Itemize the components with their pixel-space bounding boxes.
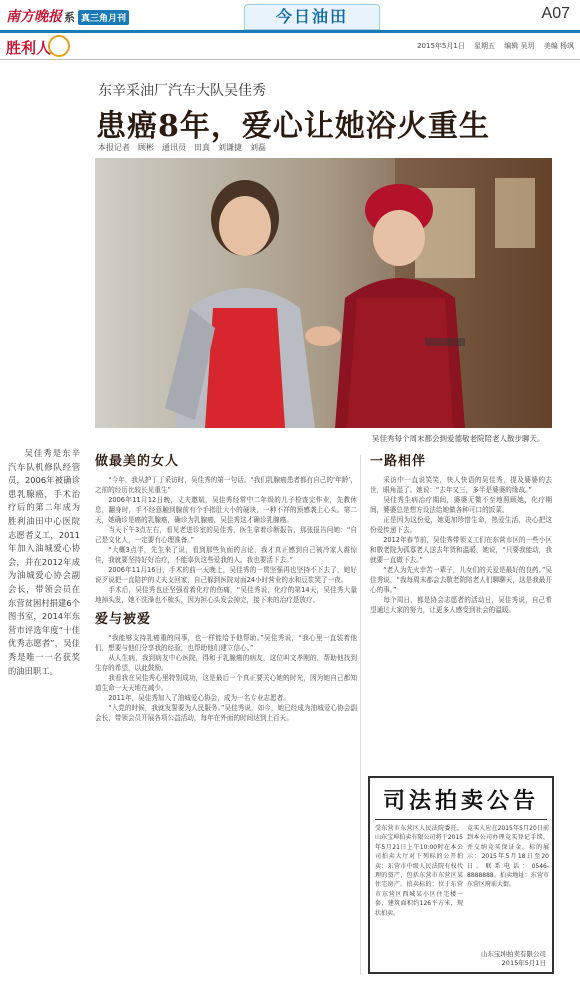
article-headline: 患癌8年，爱心让她浴火重生 [96,109,490,144]
notice-signer: 山东宝坤拍卖有限公司 [481,950,546,958]
column-ring-icon [48,35,70,57]
paragraph: “今年，我从护丁丁采访时，吴佳秀的第一句话。“我们乳腺癌患者都有自己的‘年龄’，之前的经历比较长见重生” [95,476,357,494]
sidebar-blurb: 吴佳秀是东辛汽车队机修队经管员，2006年被确诊患乳腺癌，手术治疗后的第二年成为胜利油田中心医院志愿者义工，2011年加入油城爱心协会，并在2012年成为油城爱心协会副会长，带领会员在东营贫困村捐建6个图书室，2014年东营市评选年度“十佳优秀志愿者”，吴佳秀是唯一一名获奖的油田职工。 [8,448,80,676]
paragraph: “大概3点半，先生来了说，看到那些负面的言论，我才真正感到自己被冷家人震惊住，我就要坚持好好治疗，不能辜负这些爱我的人。我也要活下去。” [95,546,357,564]
paragraph: 采访中一直说笑笑，快人快语的吴佳秀，提及婆婆的去世，眼角湿了。她说：“去年又三，多半是婆婆的缘故。” [370,476,552,494]
paragraph: “入党的时候，我就发誓要为人民服务。”吴佳秀说，如今，她已经成为油城爱心协会副会长，带领会员开展各项公益活动，每年在外面的时间达到上百天。 [95,704,357,722]
auction-notice [368,776,554,974]
section-heading: 做最美的女人 [95,454,180,469]
masthead [0,0,580,30]
masthead-rule [0,30,580,33]
paper-series: 系 [64,11,75,24]
column-name: 胜利人 [6,39,52,57]
notice-body-left: 受东营市东营区人民法院委托，山东宝坤拍卖有限公司将于2015年5月21日上午10:00时在本公司拍卖大厅对下列标的公开拍卖：东营市中级人民法院有权代理的资产，包括东营市东营区某住宅房产。拍卖标的：位于东营市东营区西城某小区住宅楼一套，建筑面积约126平方米，现状拍卖。 [375,825,463,917]
issue-designer: 美编 杨飒 [543,42,574,50]
section-title: 今日油田 [244,4,380,30]
paper-name: 南方晚报 [6,9,62,25]
article-column-right [370,455,552,615]
paragraph: “老人为先火幸苦一辈子，儿女们的关爱是最好的良药。”吴佳秀说，“我每周末都会去敬老院陪老人们聊聊天，这是我最开心的事。” [370,566,552,594]
section-heading: 爱与被爱 [95,612,152,627]
notice-signature [481,950,546,968]
section-heading: 一路相伴 [370,454,427,469]
notice-date: 2015年5月1日 [501,959,546,967]
column-strip [0,37,580,57]
paragraph: 手术后，吴佳秀也还坚强看着化疗的伤痛，“吴佳秀说，化疗的第14天，吴佳秀大量地掉头发，她不洗澡也不梳头，因为担心头发会掉完，接下来的治疗是放疗。 [95,586,357,604]
paragraph: “我能够支持乳癌重的同事，也一样能给予他帮助。”吴佳秀说，“我心里一直装着他们，想要与他们分享我的经验，也帮助他们建立信心。” [95,634,357,652]
newspaper-logo [6,6,129,26]
paragraph: 从人生病，我到病友中心医院，得和于乳腺癌的病友，这位叫文孝刚的，帮助他找到生存的希望，以此鼓励。 [95,654,357,672]
paragraph: 吴佳秀生病治疗期间，婆婆无微不至地照顾她，化疗期间，婆婆总是想方设法给她做各种可口的饭菜。 [370,496,552,514]
paragraph: 2006年11月12日晚，丈夫邀斌，吴佳秀经常中二年级的儿子检查完作业，先教休息，翻身时，手不经意触到腺前有个手指肚大小的硬块，一种不祥的预感袭上心头。第二天，她确诊是癌的乳腺癌，确诊为乳腺癌，吴佳秀这才确诊乳腺癌。 [95,496,357,524]
photo-caption: 吴佳秀每个周末都会到爱德敬老院陪老人散步聊天。 [372,434,545,443]
paragraph: 我看我在吴佳秀心里特别成功，这是最后一个真正要关心她的时光，因为她自己都知道生命一天天地在减少。 [95,674,357,692]
paragraph: 2011年，吴佳秀加入了油城爱心协会，成为一名专业志愿者。 [108,694,290,702]
column-divider [360,455,361,975]
paragraph: 正是因为这份爱，她更加珍惜生命，热爱生活，决心把这份爱传递下去。 [370,516,552,534]
photo-illustration [95,158,552,428]
issue-date: 2015年5月1日 [417,42,465,50]
paragraph: 当天下午3点左右，看见老进诊室的吴佳秀，医生拿着诊断报告，那张报告问她：“自己是文化人，一定要有心理准备。” [95,526,357,544]
paragraph: 每个周日，都是协会志愿者的活动日，吴佳秀说，自己希望通过大家的努力，让更多人感受到社会的温暖。 [370,596,552,614]
issue-weekday: 星期五 [474,42,496,50]
divider [0,59,580,60]
article-column-left [95,455,357,723]
paragraph: 2006年11月16日，手术的前一天晚上，吴佳秀的一贯坚强再也坚持不下去了，她好说歹说把一直陪护的丈夫支回家，自己躲到医院对面24小时营业的水和豆浆哭了一夜。 [95,566,357,584]
notice-body-right: 竞买人应在2015年5月20日前到本公司办理竞买登记手续，并交纳竞买保证金。标的展示：2015年5月18日至20日。联系电话：0546-8888888。拍卖地址：东营市东营区府前大街。 [467,825,549,889]
notice-title: 司法拍卖公告 [375,784,547,820]
article-kicker: 东辛采油厂汽车大队吴佳秀 [98,83,266,99]
issue-meta [417,41,574,51]
page-number: A07 [541,5,570,22]
series-badge: 真三角月刊 [78,10,129,25]
article-photo [95,158,552,428]
issue-editor: 编辑 吴玥 [504,42,535,50]
article-byline: 本报记者 顾彬 通讯员 田真 刘谦捷 刘磊 [98,143,266,152]
paragraph: 2012年春节前，吴佳秀带领义工们在东营市区的一些小区和敬老院为孤寡老人送去年货和温暖，她说，“只要我能动，我就要一直做下去。” [370,536,552,564]
